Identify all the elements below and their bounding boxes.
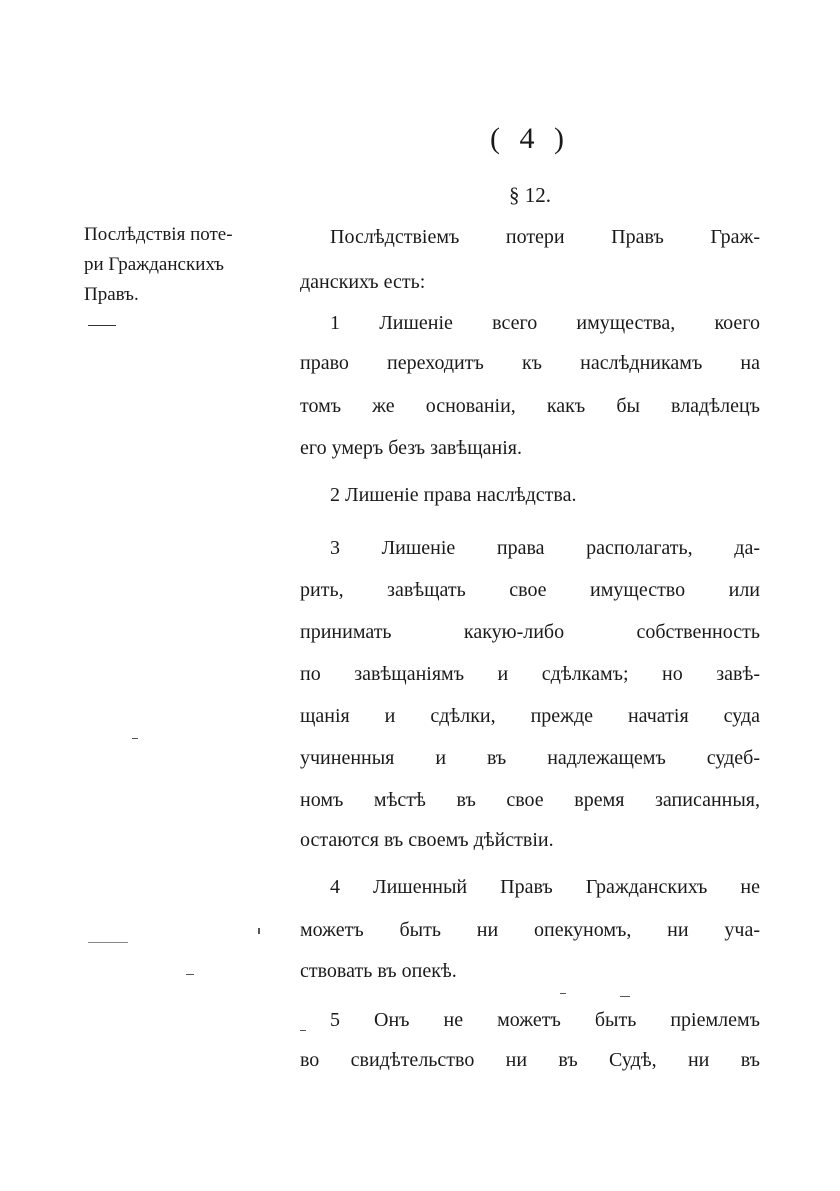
paragraph-line: номъ мѣстѣ въ свое время записанныя, (300, 789, 760, 811)
paragraph-line: право переходитъ къ наслѣдникамъ на (300, 352, 760, 374)
paragraph-line: 1 Лишеніе всего имущества, коего (330, 312, 760, 334)
margin-note (84, 220, 284, 310)
margin-note-line: Послѣдствія поте- (84, 224, 233, 245)
paragraph-line: 5 Онъ не можетъ быть пріемлемъ (330, 1009, 760, 1031)
margin-note-line: Правъ. (84, 284, 139, 305)
scan-speck (88, 942, 128, 943)
paragraph-line: остаются въ своемъ дѣйствіи. (300, 829, 554, 851)
scan-speck (186, 974, 194, 975)
paragraph-line: его умеръ безъ завѣщанія. (300, 437, 522, 459)
paragraph-line: ствовать въ опекѣ. (300, 960, 457, 982)
paragraph-line: 4 Лишенный Правъ Гражданскихъ не (330, 876, 760, 898)
paragraph-line: 2 Лишеніе права наслѣдства. (330, 484, 577, 506)
paragraph-line: можетъ быть ни опекуномъ, ни уча- (300, 919, 760, 941)
paragraph-line: учиненныя и въ надлежащемъ судеб- (300, 747, 760, 769)
page-number: ( 4 ) (490, 122, 570, 155)
paragraph-line: по завѣщаніямъ и сдѣлкамъ; но завѣ- (300, 663, 760, 685)
paragraph-line: 3 Лишеніе права располагать, да- (330, 537, 760, 559)
scan-speck (300, 1030, 306, 1031)
scan-speck (560, 993, 566, 994)
paragraph-line: томъ же основаніи, какъ бы владѣлецъ (300, 395, 760, 417)
scan-speck (258, 928, 260, 934)
paragraph-line: принимать какую-либо собственность (300, 621, 760, 643)
paragraph-line: рить, завѣщать свое имущество или (300, 579, 760, 601)
paragraph-line: данскихъ есть: (300, 271, 426, 293)
paragraph-line: Послѣдствіемъ потери Правъ Граж- (330, 226, 760, 248)
scan-speck (132, 738, 138, 739)
paragraph-line: щанія и сдѣлки, прежде начатія суда (300, 705, 760, 727)
scan-speck (620, 996, 630, 997)
margin-rule (88, 325, 116, 326)
margin-note-line: ри Гражданскихъ (84, 254, 224, 275)
section-number: § 12. (509, 183, 551, 207)
paragraph-line: во свидѣтельство ни въ Судѣ, ни въ (300, 1049, 760, 1071)
